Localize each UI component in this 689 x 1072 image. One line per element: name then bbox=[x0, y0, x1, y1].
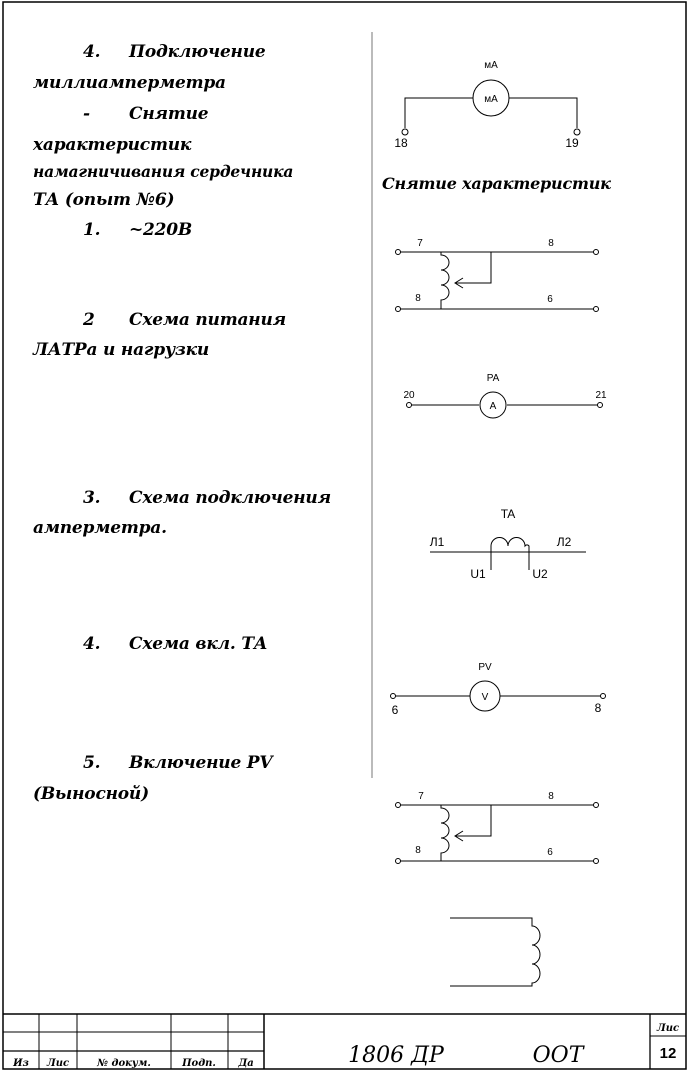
ma-terminal-left: 18 bbox=[394, 136, 408, 150]
pa-terminal-right: 21 bbox=[595, 390, 607, 401]
pa-title: PA bbox=[486, 373, 500, 384]
ta-l2: Л2 bbox=[556, 535, 572, 549]
latr2-bottom-right: 6 bbox=[547, 847, 553, 858]
item-4-line-2: миллиамперметра bbox=[33, 73, 226, 93]
item-5-number: 5. bbox=[83, 753, 101, 773]
item-5-line-2: (Выносной) bbox=[33, 784, 149, 804]
pa-terminal-left: 20 bbox=[403, 390, 415, 401]
latr1-bottom-right: 6 bbox=[547, 294, 553, 305]
tb-code: ООТ bbox=[532, 1043, 584, 1068]
ma-title: мА bbox=[484, 60, 498, 71]
tb-sheet-label: Лис bbox=[656, 1023, 680, 1034]
latr1-bottom-left: 8 bbox=[415, 293, 421, 304]
ta-l1: Л1 bbox=[429, 535, 445, 549]
item-3-line-1: Схема подключения bbox=[129, 488, 331, 508]
title-block bbox=[3, 1014, 686, 1069]
latr-scheme-1 bbox=[396, 238, 599, 312]
tb-col-sign: Подп. bbox=[182, 1058, 216, 1069]
milliammeter-scheme bbox=[394, 60, 580, 150]
latr2-bottom-left: 8 bbox=[415, 845, 421, 856]
item-dash-line-4: ТА (опыт №6) bbox=[33, 190, 175, 210]
item-dash-number: - bbox=[83, 104, 90, 124]
item-1-line-1: ~220В bbox=[129, 220, 193, 240]
latr2-top-right: 8 bbox=[548, 791, 554, 802]
pv-terminal-left: 6 bbox=[391, 703, 399, 717]
item-4-number: 4. bbox=[83, 42, 101, 62]
pv-meter-letter: V bbox=[481, 692, 489, 703]
item-4b-line-1: Схема вкл. ТА bbox=[129, 634, 268, 654]
tb-col-izm: Из bbox=[13, 1058, 29, 1069]
item-2-line-2: ЛАТРа и нагрузки bbox=[33, 340, 210, 360]
item-4b-number: 4. bbox=[83, 634, 101, 654]
ta-u1: U1 bbox=[470, 567, 486, 581]
latr1-top-right: 8 bbox=[548, 238, 554, 249]
ma-terminal-right: 19 bbox=[565, 136, 579, 150]
tb-col-doc: № докум. bbox=[97, 1058, 151, 1069]
pv-terminal-right: 8 bbox=[594, 701, 602, 715]
tb-col-date: Да bbox=[238, 1058, 254, 1069]
item-3-line-2: амперметра. bbox=[33, 518, 167, 538]
item-5-line-1: Включение PV bbox=[129, 753, 273, 773]
latr1-top-left: 7 bbox=[417, 238, 423, 249]
item-2-number: 2 bbox=[83, 310, 95, 330]
ta-u2: U2 bbox=[532, 567, 548, 581]
item-dash-line-3: намагничивания сердечника bbox=[33, 162, 294, 181]
ammeter-scheme bbox=[403, 373, 607, 418]
pv-title: PV bbox=[478, 662, 492, 673]
item-dash-line-1: Снятие bbox=[129, 104, 209, 124]
item-1-number: 1. bbox=[83, 220, 101, 240]
tb-col-list: Лис bbox=[46, 1058, 70, 1069]
voltmeter-scheme bbox=[391, 662, 606, 717]
right-heading: Снятие характеристик bbox=[382, 174, 611, 193]
ma-meter-letter: мА bbox=[484, 94, 498, 105]
ta-title: TA bbox=[500, 507, 516, 521]
current-transformer-scheme bbox=[430, 507, 586, 581]
latr-winding-1 bbox=[441, 252, 449, 309]
latr2-top-left: 7 bbox=[418, 791, 424, 802]
item-3-number: 3. bbox=[83, 488, 101, 508]
winding-fragment bbox=[450, 918, 540, 986]
latr-winding-2 bbox=[441, 805, 449, 861]
latr-scheme-2 bbox=[396, 791, 599, 864]
item-2-line-1: Схема питания bbox=[129, 310, 286, 330]
tb-sheet-number: 12 bbox=[659, 1045, 677, 1062]
tb-designation: 1806 ДР bbox=[348, 1043, 444, 1068]
item-dash-line-2: характеристик bbox=[33, 135, 192, 155]
ta-winding bbox=[491, 538, 529, 570]
pa-meter-letter: A bbox=[489, 401, 497, 412]
item-4-line-1: Подключение bbox=[129, 42, 266, 62]
